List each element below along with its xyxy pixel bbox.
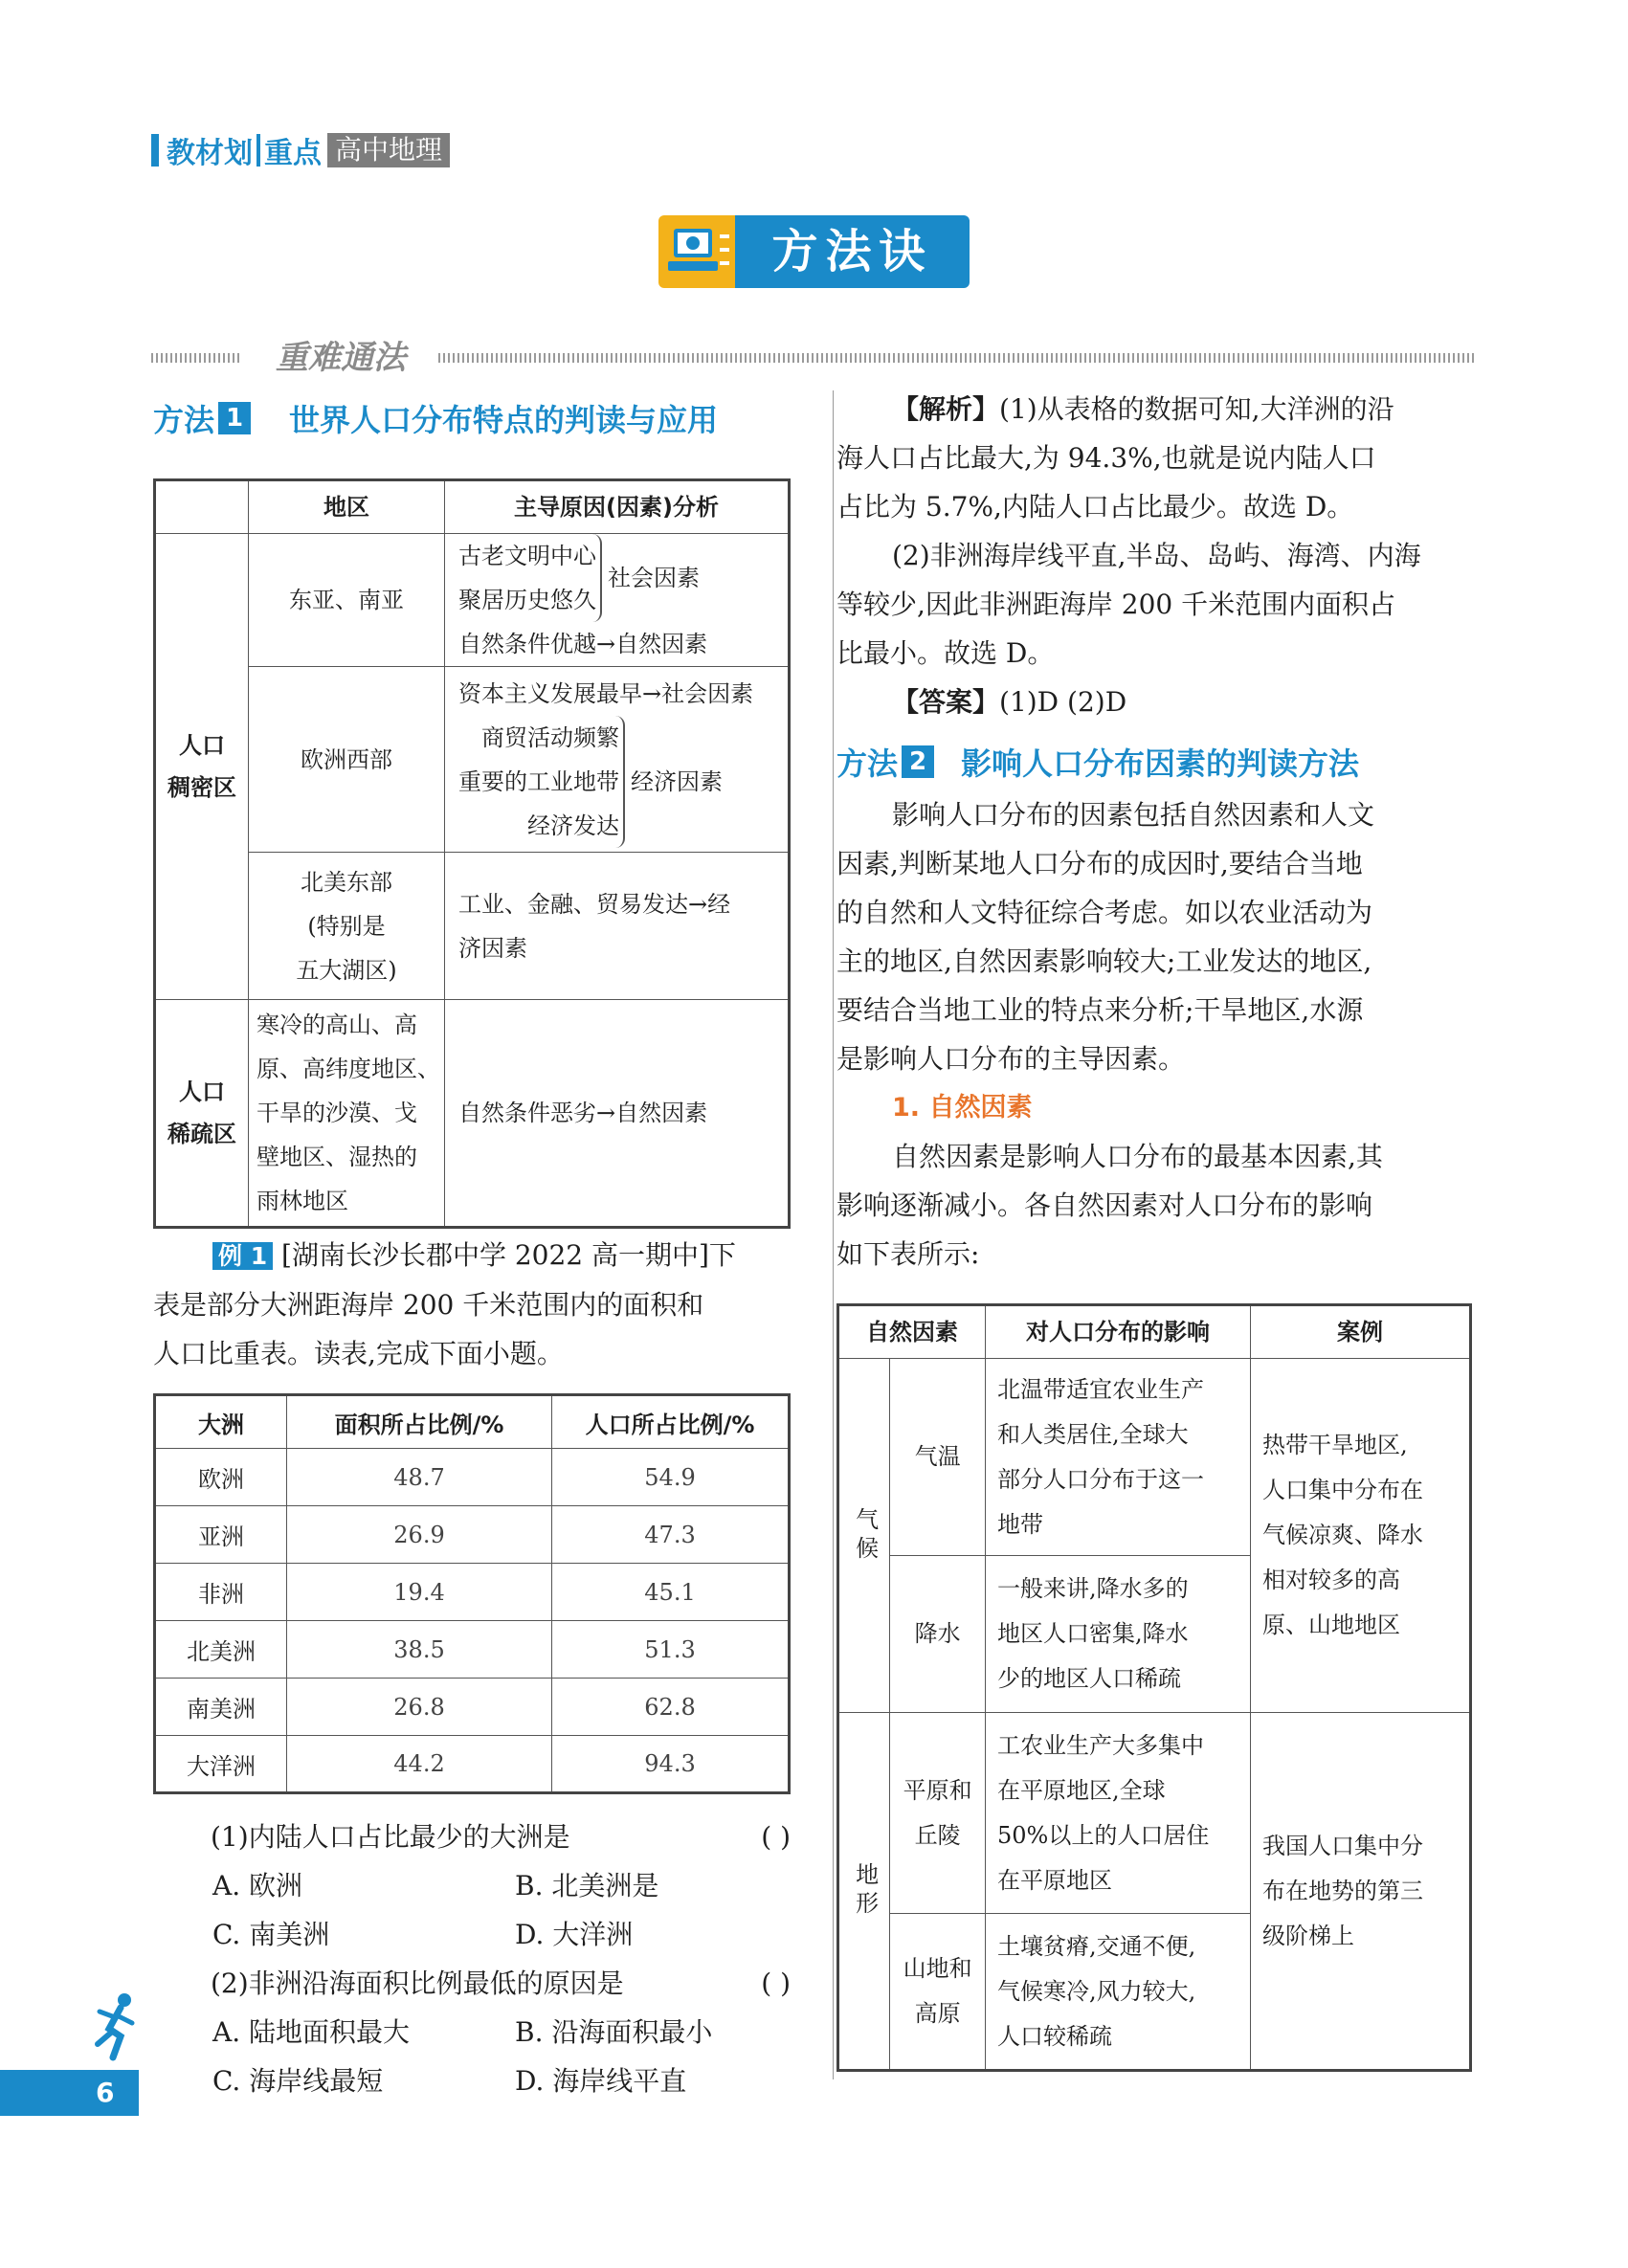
table-row <box>155 1621 790 1679</box>
area-percent-cell: 44.2 <box>287 1736 552 1793</box>
continent-cell: 欧洲 <box>155 1449 287 1506</box>
na-line3: 五大湖区) <box>296 956 397 984</box>
distribution-table <box>153 478 791 1229</box>
dense-area-label <box>155 534 249 1000</box>
area-percent-cell: 26.8 <box>287 1679 552 1736</box>
eu-reason-c: 重要的工业地带 <box>458 767 619 795</box>
climate-label: 气候 <box>838 1359 890 1713</box>
table1-corner <box>155 480 249 534</box>
q2-text: (2)非洲沿海面积比例最低的原因是 <box>211 1968 624 1999</box>
temp-eff-line4: 地带 <box>997 1510 1043 1538</box>
mountain-label-line1: 山地和 <box>903 1955 972 1982</box>
temp-eff-line1: 北温带适宜农业生产 <box>997 1375 1204 1403</box>
na-line1: 北美东部 <box>301 868 392 896</box>
t2-header-population: 人口所占比例/% <box>552 1395 790 1449</box>
europe-reasons <box>445 667 790 853</box>
q1-option-d: D. 大洋洲 <box>515 1919 634 1950</box>
answer-text: (1)D (2)D <box>999 686 1127 718</box>
sparse-area-label <box>155 1000 249 1228</box>
section-tag: 重难通法 <box>245 339 436 377</box>
climate-case-line5: 原、山地地区 <box>1262 1612 1400 1638</box>
t2-header-area: 面积所占比例/% <box>287 1395 552 1449</box>
climate-case-line3: 气候凉爽、降水 <box>1262 1522 1423 1548</box>
q2-option-b: B. 沿海面积最小 <box>515 2016 713 2048</box>
na-reasons <box>445 853 790 1000</box>
q1-option-a: A. 欧洲 <box>212 1870 303 1901</box>
m2-p1-line6: 是影响人口分布的主导因素。 <box>836 1043 1186 1075</box>
area-percent-cell: 19.4 <box>287 1564 552 1621</box>
q2-option-a: A. 陆地面积最大 <box>212 2016 411 2048</box>
sparse-reason: 自然条件恶劣→自然因素 <box>445 1000 790 1228</box>
plain-eff-line4: 在平原地区 <box>997 1866 1112 1894</box>
m2-p2-line3: 如下表所示: <box>836 1238 980 1270</box>
q1-answer-paren: ( ) <box>761 1821 791 1853</box>
na-reason-a: 工业、金融、贸易发达→经 <box>458 890 731 918</box>
q2-answer-paren: ( ) <box>761 1968 791 1999</box>
plain-label-line1: 平原和 <box>903 1776 972 1804</box>
table-row <box>155 1564 790 1621</box>
mount-eff-line3: 人口较稀疏 <box>997 2022 1112 2050</box>
area-percent-cell: 48.7 <box>287 1449 552 1506</box>
dense-label-line1: 人口 <box>179 732 225 759</box>
sparse-line1: 寒冷的高山、高 <box>256 1012 417 1038</box>
plain-eff-line2: 在平原地区,全球 <box>997 1776 1166 1804</box>
ea-reason-c: 自然条件优越→自然因素 <box>458 631 708 657</box>
terrain-case <box>1251 1713 1471 2071</box>
plain-effect <box>986 1713 1251 1914</box>
temp-eff-line2: 和人类居住,全球大 <box>997 1420 1189 1448</box>
population-percent-cell: 94.3 <box>552 1736 790 1793</box>
column-divider <box>833 390 834 2079</box>
plain-label <box>890 1713 986 1914</box>
header-series: 教材划 <box>167 137 253 170</box>
table-row <box>155 1506 790 1564</box>
runner-mascot-icon <box>88 1990 145 2071</box>
analysis-line6: 比最小。故选 D。 <box>836 637 1055 669</box>
method1-heading <box>153 396 718 440</box>
plain-label-line2: 丘陵 <box>914 1821 961 1849</box>
mountain-effect <box>986 1914 1251 2071</box>
q1-option-b: B. 北美洲是 <box>515 1870 659 1901</box>
section-banner <box>658 215 970 288</box>
m2-p1-line3: 的自然和人文特征综合考虑。如以农业活动为 <box>836 897 1373 928</box>
header-subject: 高中地理 <box>327 133 450 167</box>
q2-option-c: C. 海岸线最短 <box>212 2065 384 2097</box>
population-percent-cell: 45.1 <box>552 1564 790 1621</box>
section-divider <box>151 339 1474 377</box>
na-reason-b: 济因素 <box>458 934 527 962</box>
analysis-block <box>836 385 1472 726</box>
method1-label: 方法 <box>153 402 215 438</box>
temp-eff-line3: 部分人口分布于这一 <box>997 1465 1204 1493</box>
analysis-line2: 海人口占比最大,为 94.3%,也就是说内陆人口 <box>836 442 1376 474</box>
population-percent-cell: 51.3 <box>552 1621 790 1679</box>
m2-p1-line1: 影响人口分布的因素包括自然因素和人文 <box>892 799 1375 831</box>
ea-reason-b: 聚居历史悠久 <box>458 587 596 613</box>
method1-title: 世界人口分布特点的判读与应用 <box>289 402 719 438</box>
rain-eff-line3: 少的地区人口稀疏 <box>997 1665 1181 1692</box>
m2-p1-line2: 因素,判断某地人口分布的成因时,要结合当地 <box>836 848 1363 879</box>
analysis-line3: 占比为 5.7%,内陆人口占比最少。故选 D。 <box>836 491 1354 523</box>
t2-header-continent: 大洲 <box>155 1395 287 1449</box>
m2-p1-line5: 要结合当地工业的特点来分析;干旱地区,水源 <box>836 994 1364 1026</box>
sparse-line4: 壁地区、湿热的 <box>256 1144 417 1170</box>
terrain-case-line2: 布在地势的第三 <box>1262 1877 1423 1904</box>
table-row <box>155 1736 790 1793</box>
m2-p2-line2: 影响逐渐减小。各自然因素对人口分布的影响 <box>836 1190 1373 1221</box>
method2-title: 影响人口分布因素的判读方法 <box>961 745 1360 782</box>
temperature-label: 气温 <box>890 1359 986 1556</box>
example1-line1: [湖南长沙长郡中学 2022 高一期中]下 <box>281 1239 736 1271</box>
table-row <box>155 1449 790 1506</box>
terrain-case-line1: 我国人口集中分 <box>1262 1832 1423 1859</box>
mount-eff-line1: 土壤贫瘠,交通不便, <box>997 1932 1196 1960</box>
m2-p2-line1: 自然因素是影响人口分布的最基本因素,其 <box>892 1141 1383 1172</box>
climate-case <box>1251 1359 1471 1713</box>
q2-option-d: D. 海岸线平直 <box>515 2065 687 2097</box>
terrain-case-line3: 级阶梯上 <box>1262 1922 1354 1949</box>
analysis-line1: (1)从表格的数据可知,大洋洲的沿 <box>999 393 1394 425</box>
method2-number: 2 <box>902 745 934 778</box>
q1-option-c: C. 南美洲 <box>212 1919 330 1950</box>
t3-header-case: 案例 <box>1251 1305 1471 1359</box>
continent-cell: 南美洲 <box>155 1679 287 1736</box>
plain-eff-line3: 50%以上的人口居住 <box>997 1821 1210 1849</box>
climate-case-line4: 相对较多的高 <box>1262 1567 1400 1593</box>
q1-text: (1)内陆人口占比最少的大洲是 <box>211 1821 570 1853</box>
climate-case-line1: 热带干旱地区, <box>1262 1432 1408 1458</box>
book-computer-icon <box>658 215 735 288</box>
banner-title: 方法诀 <box>735 215 970 288</box>
population-percent-cell: 54.9 <box>552 1449 790 1506</box>
region-north-america <box>249 853 445 1000</box>
precipitation-effect <box>986 1556 1251 1713</box>
region-europe: 欧洲西部 <box>249 667 445 853</box>
answer-label: 【答案】 <box>892 686 1000 718</box>
sparse-line2: 原、高纬度地区、 <box>256 1056 440 1082</box>
population-percent-cell: 62.8 <box>552 1679 790 1736</box>
method2-label: 方法 <box>836 745 899 782</box>
header-keypoint: 重点 <box>264 137 322 170</box>
mountain-label <box>890 1914 986 2071</box>
t3-header-effect: 对人口分布的影响 <box>986 1305 1251 1359</box>
example1-questions <box>153 1812 791 2105</box>
t3-header-factor: 自然因素 <box>838 1305 986 1359</box>
analysis-label: 【解析】 <box>892 393 1000 425</box>
mountain-label-line2: 高原 <box>914 2000 961 2027</box>
rain-eff-line2: 地区人口密集,降水 <box>997 1620 1189 1647</box>
divider-dots-right <box>438 353 1474 363</box>
header-separator <box>256 134 260 167</box>
eu-reason-d: 经济发达 <box>527 812 619 839</box>
continent-cell: 非洲 <box>155 1564 287 1621</box>
mount-eff-line2: 气候寒冷,风力较大, <box>997 1977 1196 2005</box>
page-number: 6 <box>0 2070 139 2116</box>
analysis-line5: 等较少,因此非洲距海岸 200 千米范围内面积占 <box>836 589 1396 620</box>
table-row <box>155 1679 790 1736</box>
continent-cell: 亚洲 <box>155 1506 287 1564</box>
sparse-label-line1: 人口 <box>179 1078 225 1105</box>
temperature-effect <box>986 1359 1251 1556</box>
method2-paragraph1 <box>836 790 1472 1279</box>
eu-econ-factor: 经济因素 <box>631 767 723 795</box>
continent-cell: 大洋洲 <box>155 1736 287 1793</box>
area-percent-cell: 38.5 <box>287 1621 552 1679</box>
continent-cell: 北美洲 <box>155 1621 287 1679</box>
terrain-label: 地形 <box>838 1713 890 2071</box>
rain-eff-line1: 一般来讲,降水多的 <box>997 1575 1189 1602</box>
header-accent-bar <box>151 134 159 167</box>
ea-reason-a: 古老文明中心 <box>458 543 596 569</box>
subheading-natural-factors: 1. 自然因素 <box>892 1093 1033 1123</box>
plain-eff-line1: 工农业生产大多集中 <box>997 1731 1204 1759</box>
divider-dots-left <box>151 353 242 363</box>
continent-table <box>153 1393 791 1794</box>
east-asia-reasons <box>445 534 790 667</box>
na-line2: (特别是 <box>307 912 386 940</box>
area-percent-cell: 26.9 <box>287 1506 552 1564</box>
precipitation-label: 降水 <box>890 1556 986 1713</box>
book-header <box>151 132 450 168</box>
example1-stem <box>153 1231 791 1378</box>
ea-social-factor: 社会因素 <box>608 565 700 591</box>
analysis-line4: (2)非洲海岸线平直,半岛、岛屿、海湾、内海 <box>892 540 1421 571</box>
sparse-regions <box>249 1000 445 1228</box>
sparse-line5: 雨林地区 <box>256 1188 348 1214</box>
table1-header-region: 地区 <box>249 480 445 534</box>
dense-label-line2: 稠密区 <box>167 774 236 801</box>
method2-heading <box>836 740 1359 784</box>
example1-line2: 表是部分大洲距海岸 200 千米范围内的面积和 <box>153 1289 704 1321</box>
eu-reason-b: 商贸活动频繁 <box>481 723 619 751</box>
method1-number: 1 <box>218 402 251 434</box>
sparse-label-line2: 稀疏区 <box>167 1121 236 1147</box>
region-east-asia: 东亚、南亚 <box>249 534 445 667</box>
climate-case-line2: 人口集中分布在 <box>1262 1477 1423 1503</box>
natural-factors-table <box>836 1303 1472 2072</box>
example1-tag: 例 1 <box>212 1242 273 1270</box>
example1-line3: 人口比重表。读表,完成下面小题。 <box>153 1338 564 1369</box>
m2-p1-line4: 主的地区,自然因素影响较大;工业发达的地区, <box>836 945 1372 977</box>
population-percent-cell: 47.3 <box>552 1506 790 1564</box>
eu-reason-a: 资本主义发展最早→社会因素 <box>458 679 754 707</box>
sparse-line3: 干旱的沙漠、戈 <box>256 1100 417 1126</box>
table1-header-reason: 主导原因(因素)分析 <box>445 480 790 534</box>
